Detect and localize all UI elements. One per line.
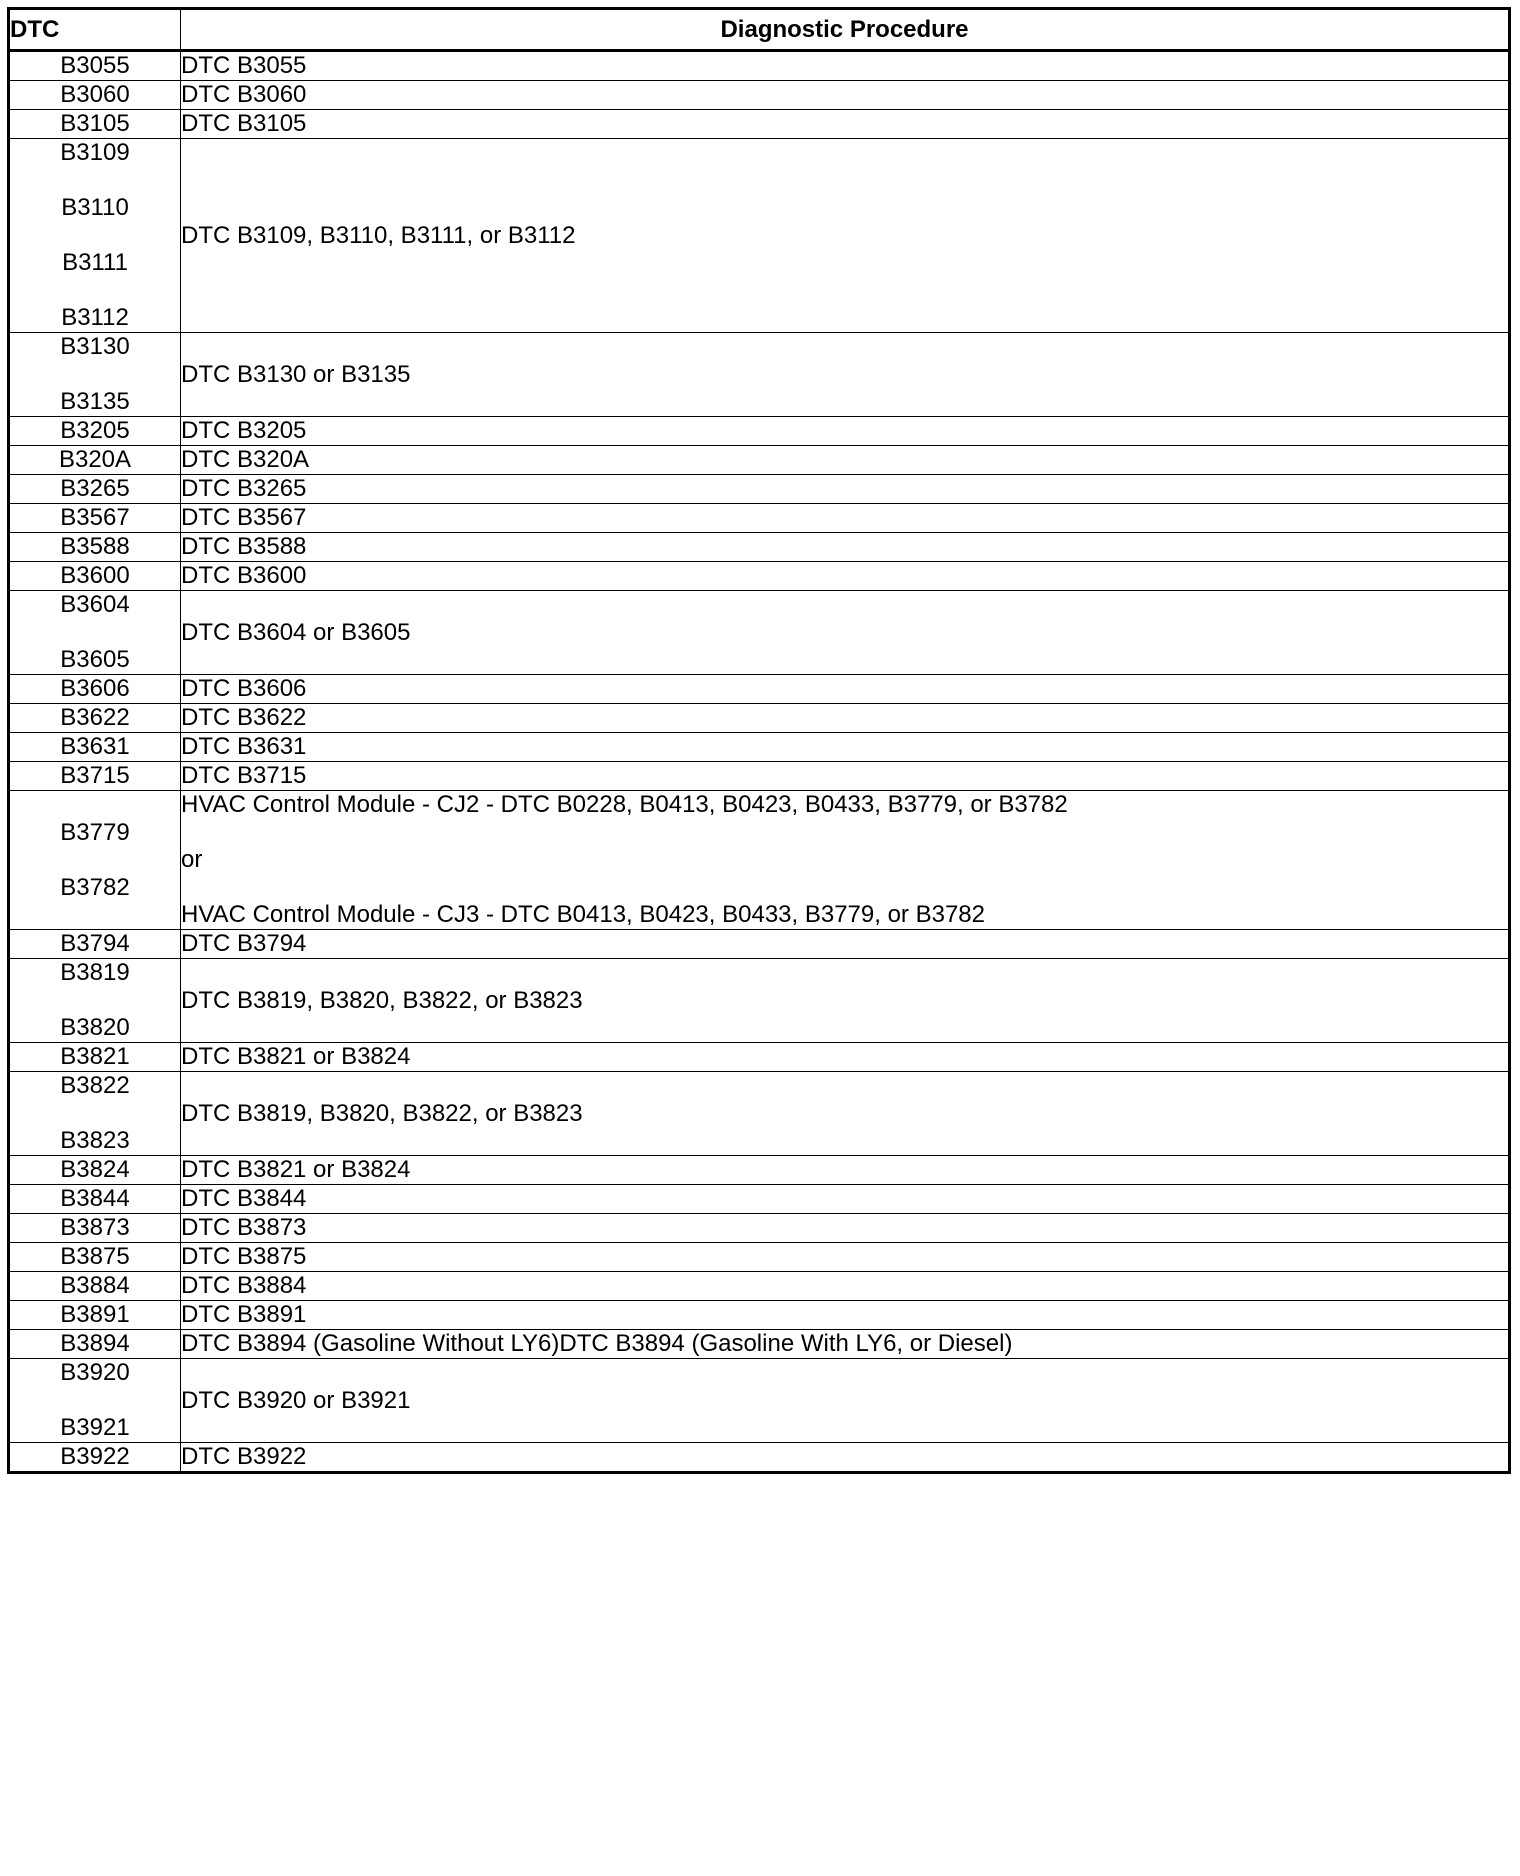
diagnostic-procedure-link[interactable]: DTC B3821 or B3824 (181, 1156, 411, 1183)
diagnostic-procedure-link[interactable]: DTC B3567 (181, 504, 307, 531)
dtc-code-cell (9, 1272, 181, 1301)
diagnostic-procedure-link[interactable]: DTC B3205 (181, 417, 307, 444)
diagnostic-procedure-link[interactable]: DTC B3844 (181, 1185, 307, 1212)
diagnostic-procedure-link[interactable]: DTC B3873 (181, 1214, 307, 1241)
table-row (9, 762, 1510, 791)
table-row (9, 1359, 1510, 1443)
diagnostic-procedure-link[interactable]: DTC B3604 or B3605 (181, 618, 411, 646)
table-body (9, 51, 1510, 1473)
dtc-code-cell (9, 446, 181, 475)
table-row (9, 1443, 1510, 1473)
dtc-code-cell (9, 791, 181, 930)
dtc-code: B3135 (60, 388, 130, 415)
diagnostic-procedure-cell (181, 675, 1510, 704)
diagnostic-procedure-link[interactable]: DTC B3920 or B3921 (181, 1386, 411, 1414)
diagnostic-procedure-link[interactable]: DTC B3819, B3820, B3822, or B3823 (181, 986, 583, 1014)
dtc-code: B3130 (60, 333, 130, 360)
diagnostic-procedure-link[interactable]: DTC B3794 (181, 930, 307, 957)
table-row (9, 591, 1510, 675)
dtc-code-cell (9, 1443, 181, 1473)
column-header-dtc: DTC (9, 9, 181, 51)
column-header-diagnostic-procedure: Diagnostic Procedure (181, 9, 1510, 51)
diagnostic-procedure-link[interactable]: DTC B3606 (181, 675, 307, 702)
dtc-code: B3111 (62, 249, 128, 276)
dtc-code: B3109 (60, 139, 130, 166)
dtc-code-cell (9, 51, 181, 81)
dtc-code-cell (9, 930, 181, 959)
diagnostic-procedure-link[interactable]: DTC B3060 (181, 81, 307, 108)
dtc-code-cell (9, 959, 181, 1043)
table-row (9, 959, 1510, 1043)
dtc-code-cell (9, 81, 181, 110)
table-row (9, 1043, 1510, 1072)
dtc-code: B3844 (60, 1185, 130, 1212)
dtc-code-cell (9, 1301, 181, 1330)
dtc-code-cell (9, 1330, 181, 1359)
dtc-code-cell (9, 533, 181, 562)
dtc-code-cell (9, 591, 181, 675)
table-row (9, 791, 1510, 930)
diagnostic-procedure-link[interactable]: DTC B3715 (181, 762, 307, 789)
table-row (9, 110, 1510, 139)
diagnostic-procedure-cell (181, 1156, 1510, 1185)
dtc-code: B320A (58, 446, 132, 473)
dtc-code-cell (9, 139, 181, 333)
diagnostic-procedure-link[interactable]: DTC B3600 (181, 562, 307, 589)
dtc-code-cell (9, 1185, 181, 1214)
dtc-code-cell (9, 1043, 181, 1072)
diagnostic-procedure-cell (181, 791, 1510, 930)
dtc-code-cell (9, 504, 181, 533)
diagnostic-procedure-cell (181, 139, 1510, 333)
dtc-code: B3605 (60, 646, 130, 673)
diagnostic-procedure-cell (181, 110, 1510, 139)
diagnostic-procedure-cell (181, 81, 1510, 110)
diagnostic-procedure-cell (181, 1072, 1510, 1156)
diagnostic-procedure-cell (181, 446, 1510, 475)
diagnostic-procedure-cell (181, 562, 1510, 591)
dtc-code: B3821 (60, 1043, 130, 1070)
diagnostic-procedure-cell (181, 51, 1510, 81)
diagnostic-procedure-link[interactable]: DTC B3631 (181, 733, 307, 760)
diagnostic-procedure-cell (181, 733, 1510, 762)
dtc-code: B3622 (60, 704, 130, 731)
dtc-code: B3884 (60, 1272, 130, 1299)
dtc-code: B3205 (60, 417, 130, 444)
dtc-code: B3631 (60, 733, 130, 760)
dtc-code: B3875 (60, 1243, 130, 1270)
dtc-code-cell (9, 1359, 181, 1443)
diagnostic-procedure-cell (181, 475, 1510, 504)
table-row (9, 930, 1510, 959)
diagnostic-procedure-link[interactable]: DTC B3821 or B3824 (181, 1043, 411, 1070)
dtc-code: B3922 (60, 1443, 130, 1470)
dtc-code-cell (9, 1072, 181, 1156)
table-row (9, 1330, 1510, 1359)
dtc-code: B3779 (60, 818, 130, 846)
dtc-code: B3824 (60, 1156, 130, 1183)
table-row (9, 81, 1510, 110)
dtc-table-container (7, 7, 1511, 1474)
diagnostic-procedure-link[interactable]: DTC B3055 (181, 52, 307, 79)
dtc-code-cell (9, 110, 181, 139)
diagnostic-procedure-cell (181, 1043, 1510, 1072)
dtc-table (7, 7, 1511, 1474)
dtc-code: B3820 (60, 1014, 130, 1041)
diagnostic-procedure-link[interactable]: HVAC Control Module - CJ2 - DTC B0228, B0413, B0423, B0433, B3779, or B3782 (181, 791, 1068, 818)
dtc-code-cell (9, 675, 181, 704)
diagnostic-procedure-cell (181, 1185, 1510, 1214)
dtc-code-cell (9, 1214, 181, 1243)
diagnostic-procedure-cell (181, 417, 1510, 446)
diagnostic-procedure-link[interactable]: DTC B3875 (181, 1243, 307, 1270)
diagnostic-procedure-cell (181, 533, 1510, 562)
diagnostic-procedure-cell (181, 1443, 1510, 1473)
table-row (9, 562, 1510, 591)
diagnostic-procedure-cell (181, 1330, 1510, 1359)
diagnostic-procedure-cell (181, 1359, 1510, 1443)
diagnostic-procedure-cell (181, 959, 1510, 1043)
diagnostic-procedure-link[interactable]: DTC B3819, B3820, B3822, or B3823 (181, 1099, 583, 1127)
table-row (9, 139, 1510, 333)
dtc-code: B3715 (60, 762, 130, 789)
table-row (9, 704, 1510, 733)
diagnostic-procedure-cell (181, 930, 1510, 959)
table-row (9, 1272, 1510, 1301)
dtc-code: B3567 (60, 504, 130, 531)
diagnostic-procedure-cell (181, 1301, 1510, 1330)
dtc-code-cell (9, 762, 181, 791)
diagnostic-procedure-cell (181, 762, 1510, 791)
dtc-code: B3920 (60, 1359, 130, 1386)
dtc-code-cell (9, 704, 181, 733)
diagnostic-procedure-link[interactable]: or (181, 846, 203, 873)
diagnostic-procedure-link[interactable]: DTC B3588 (181, 533, 307, 560)
dtc-code: B3873 (60, 1214, 130, 1241)
diagnostic-procedure-link[interactable]: DTC B3105 (181, 110, 307, 137)
table-row (9, 333, 1510, 417)
dtc-code: B3112 (61, 304, 129, 331)
dtc-code-cell (9, 562, 181, 591)
table-row (9, 1156, 1510, 1185)
diagnostic-procedure-link[interactable]: DTC B3894 (Gasoline Without LY6)DTC B3894 (Gasoline With LY6, or Diesel) (181, 1330, 1013, 1357)
dtc-code: B3265 (60, 475, 130, 502)
diagnostic-procedure-link[interactable]: DTC B3922 (181, 1443, 307, 1470)
table-row (9, 51, 1510, 81)
table-row (9, 533, 1510, 562)
dtc-code: B3894 (60, 1330, 130, 1357)
table-row (9, 417, 1510, 446)
diagnostic-procedure-link[interactable]: DTC B3130 or B3135 (181, 360, 411, 388)
table-row (9, 1072, 1510, 1156)
diagnostic-procedure-cell (181, 1243, 1510, 1272)
dtc-code: B3921 (60, 1414, 130, 1441)
table-row (9, 675, 1510, 704)
diagnostic-procedure-cell (181, 504, 1510, 533)
diagnostic-procedure-link[interactable]: DTC B3109, B3110, B3111, or B3112 (181, 221, 576, 249)
diagnostic-procedure-cell (181, 1272, 1510, 1301)
dtc-code: B3588 (60, 533, 130, 560)
diagnostic-procedure-cell (181, 704, 1510, 733)
dtc-code: B3055 (60, 52, 130, 79)
diagnostic-procedure-link[interactable]: DTC B320A (181, 446, 310, 473)
diagnostic-procedure-link[interactable]: DTC B3884 (181, 1272, 307, 1299)
dtc-code: B3794 (60, 930, 130, 957)
dtc-code: B3060 (60, 81, 130, 108)
dtc-code: B3822 (60, 1072, 130, 1099)
diagnostic-procedure-link[interactable]: DTC B3622 (181, 704, 307, 731)
dtc-code: B3110 (61, 194, 129, 221)
table-row (9, 1185, 1510, 1214)
dtc-code-cell (9, 333, 181, 417)
diagnostic-procedure-link[interactable]: DTC B3265 (181, 475, 307, 502)
table-row (9, 733, 1510, 762)
dtc-code: B3891 (60, 1301, 130, 1328)
dtc-code-cell (9, 417, 181, 446)
table-row (9, 446, 1510, 475)
table-header-row (9, 9, 1510, 51)
dtc-code: B3105 (60, 110, 130, 137)
dtc-code: B3823 (60, 1127, 130, 1154)
table-row (9, 1243, 1510, 1272)
dtc-code-cell (9, 1156, 181, 1185)
diagnostic-procedure-link[interactable]: HVAC Control Module - CJ3 - DTC B0413, B0423, B0433, B3779, or B3782 (181, 901, 985, 928)
table-row (9, 1214, 1510, 1243)
diagnostic-procedure-link[interactable]: DTC B3891 (181, 1301, 307, 1328)
dtc-code: B3606 (60, 675, 130, 702)
dtc-code: B3819 (60, 959, 130, 986)
dtc-code: B3604 (60, 591, 130, 618)
dtc-code-cell (9, 733, 181, 762)
diagnostic-procedure-cell (181, 333, 1510, 417)
table-row (9, 1301, 1510, 1330)
diagnostic-procedure-cell (181, 591, 1510, 675)
dtc-code: B3782 (60, 873, 130, 901)
dtc-code: B3600 (60, 562, 130, 589)
table-row (9, 475, 1510, 504)
table-row (9, 504, 1510, 533)
dtc-code-cell (9, 475, 181, 504)
diagnostic-procedure-cell (181, 1214, 1510, 1243)
dtc-code-cell (9, 1243, 181, 1272)
